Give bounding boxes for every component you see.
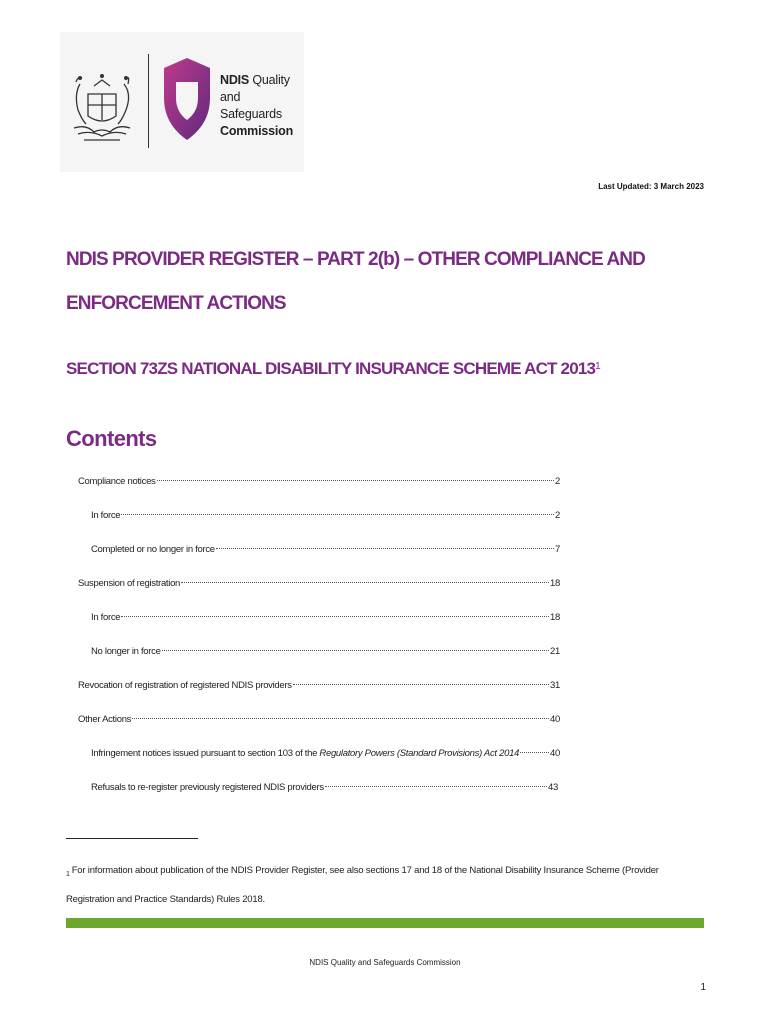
section-title: SECTION 73ZS NATIONAL DISABILITY INSURANCE SCHEME ACT 2013$^1$ — [66, 359, 600, 378]
toc-item-suspension[interactable]: Suspension of registration 18 — [78, 578, 560, 589]
toc-item-revocation[interactable]: Revocation of registration of registered NDIS providers 31 — [78, 680, 560, 691]
toc-item-compliance-notices[interactable]: Compliance notices 2 — [78, 476, 560, 487]
document-title: NDIS PROVIDER REGISTER – PART 2(b) – OTHER COMPLIANCE AND ENFORCEMENT ACTIONS — [66, 249, 645, 314]
ndis-commission-shield-icon — [160, 54, 214, 146]
toc-item-compliance-in-force[interactable]: In force 2 — [91, 510, 560, 521]
footer-organisation: NDIS Quality and Safeguards Commission — [309, 958, 461, 967]
toc-item-refusals[interactable]: Refusals to re-register previously registered NDIS providers 43 — [91, 782, 558, 793]
footer-accent-bar — [66, 918, 704, 928]
header-logo-block — [60, 32, 304, 172]
last-updated-date: Last Updated: 3 March 2023 — [598, 182, 704, 191]
footnote: $^1$ For information about publication of the NDIS Provider Register, see also sections 17 and 18 of the National Disability Insurance Scheme (Provider Registration and Practice Standards) Rules 2018. — [66, 865, 659, 905]
page-number: 1 — [700, 982, 706, 993]
toc-item-suspension-no-longer[interactable]: No longer in force 21 — [91, 646, 560, 657]
toc-item-infringement-notices[interactable]: Infringement notices issued pursuant to section 103 of the Regulatory Powers (Standard Provisions) Act 2014 40 — [91, 748, 560, 759]
toc-item-suspension-in-force[interactable]: In force 18 — [91, 612, 560, 623]
footnote-reference[interactable]: 1 — [595, 361, 600, 372]
logo-text: NDIS Quality and Safeguards Commission — [220, 73, 294, 138]
toc-item-other-actions[interactable]: Other Actions 40 — [78, 714, 560, 725]
logo-divider — [148, 54, 149, 148]
table-of-contents — [78, 470, 560, 810]
footnote-separator — [66, 838, 198, 839]
toc-item-compliance-completed[interactable]: Completed or no longer in force 7 — [91, 544, 560, 555]
australian-coat-of-arms-icon — [66, 54, 138, 148]
contents-heading: Contents — [66, 426, 157, 451]
